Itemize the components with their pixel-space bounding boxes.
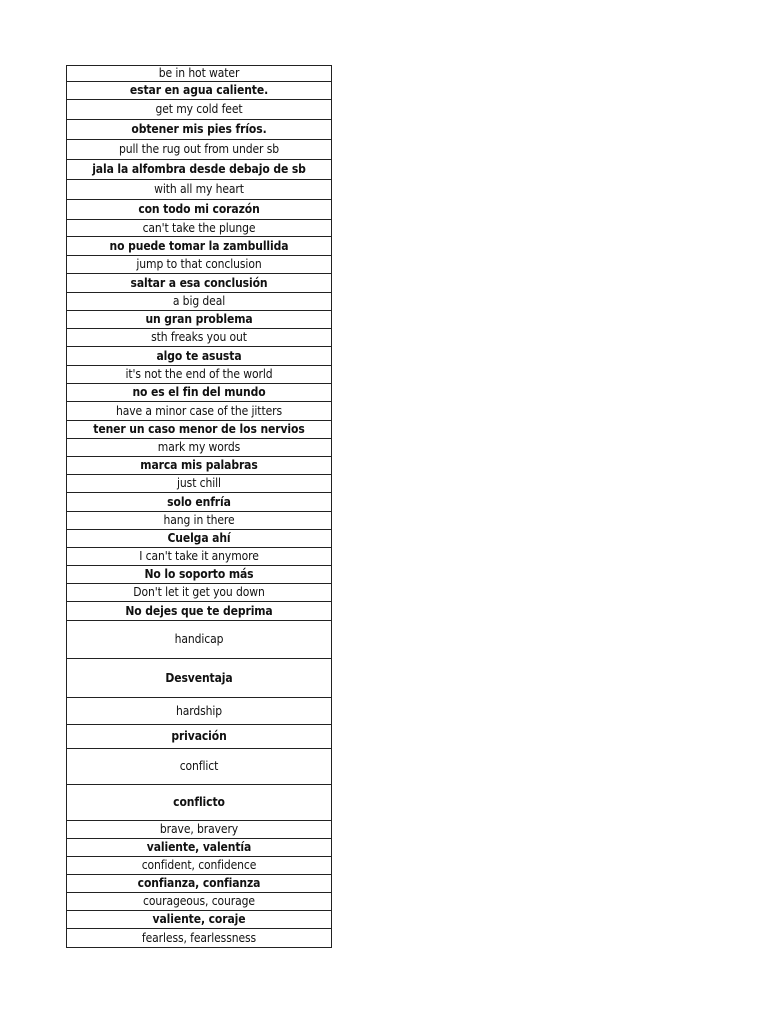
table-row-english bbox=[67, 821, 332, 839]
table-row-spanish bbox=[67, 237, 332, 256]
table-cell[interactable]: valiente, coraje bbox=[67, 911, 332, 929]
table-row-spanish bbox=[67, 347, 332, 366]
table-cell[interactable]: un gran problema bbox=[67, 311, 332, 329]
table-cell[interactable]: handicap bbox=[67, 621, 332, 659]
table-row-spanish bbox=[67, 311, 332, 329]
table-cell[interactable]: I can't take it anymore bbox=[67, 548, 332, 566]
table-cell[interactable]: with all my heart bbox=[67, 180, 332, 200]
table-cell[interactable]: obtener mis pies fríos. bbox=[67, 120, 332, 140]
table-cell[interactable]: fearless, fearlessness bbox=[67, 929, 332, 948]
table-cell[interactable]: No lo soporto más bbox=[67, 566, 332, 584]
table-row-english bbox=[67, 929, 332, 948]
table-row-spanish bbox=[67, 274, 332, 293]
table-cell[interactable]: estar en agua caliente. bbox=[67, 82, 332, 100]
table-row-english bbox=[67, 893, 332, 911]
table-row-spanish bbox=[67, 785, 332, 821]
table-row-spanish bbox=[67, 725, 332, 749]
table-cell[interactable]: it's not the end of the world bbox=[67, 366, 332, 384]
table-row-english bbox=[67, 66, 332, 82]
table-cell[interactable]: solo enfría bbox=[67, 493, 332, 512]
table-row-spanish bbox=[67, 120, 332, 140]
table-cell[interactable]: valiente, valentía bbox=[67, 839, 332, 857]
table-cell[interactable]: have a minor case of the jitters bbox=[67, 402, 332, 421]
table-cell[interactable]: be in hot water bbox=[67, 66, 332, 82]
table-row-english bbox=[67, 100, 332, 120]
table-row-spanish bbox=[67, 659, 332, 698]
table-cell[interactable]: No dejes que te deprima bbox=[67, 602, 332, 621]
table-row-spanish bbox=[67, 421, 332, 439]
table-cell[interactable]: saltar a esa conclusión bbox=[67, 274, 332, 293]
table-cell[interactable]: tener un caso menor de los nervios bbox=[67, 421, 332, 439]
table-row-english bbox=[67, 140, 332, 160]
table-row-english bbox=[67, 366, 332, 384]
table-cell[interactable]: sth freaks you out bbox=[67, 329, 332, 347]
table-row-spanish bbox=[67, 200, 332, 220]
table-cell[interactable]: conflicto bbox=[67, 785, 332, 821]
table-cell[interactable]: Don't let it get you down bbox=[67, 584, 332, 602]
table-cell[interactable]: marca mis palabras bbox=[67, 457, 332, 475]
table-cell[interactable]: jump to that conclusion bbox=[67, 256, 332, 274]
table-cell[interactable]: hang in there bbox=[67, 512, 332, 530]
table-row-english bbox=[67, 402, 332, 421]
table-row-spanish bbox=[67, 566, 332, 584]
table-row-english bbox=[67, 512, 332, 530]
table-cell[interactable]: no es el fin del mundo bbox=[67, 384, 332, 402]
table-cell[interactable]: a big deal bbox=[67, 293, 332, 311]
table-cell[interactable]: get my cold feet bbox=[67, 100, 332, 120]
table-cell[interactable]: Cuelga ahí bbox=[67, 530, 332, 548]
phrase-table bbox=[66, 65, 332, 948]
table-cell[interactable]: brave, bravery bbox=[67, 821, 332, 839]
table-cell[interactable]: privación bbox=[67, 725, 332, 749]
table-cell[interactable]: mark my words bbox=[67, 439, 332, 457]
table-cell[interactable]: conflict bbox=[67, 749, 332, 785]
table-cell[interactable]: algo te asusta bbox=[67, 347, 332, 366]
table-row-english bbox=[67, 180, 332, 200]
table-cell[interactable]: jala la alfombra desde debajo de sb bbox=[67, 160, 332, 180]
table-cell[interactable]: no puede tomar la zambullida bbox=[67, 237, 332, 256]
table-row-english bbox=[67, 749, 332, 785]
phrase-table-body bbox=[67, 66, 332, 948]
table-row-spanish bbox=[67, 384, 332, 402]
table-row-spanish bbox=[67, 493, 332, 512]
table-row-spanish bbox=[67, 875, 332, 893]
table-row-spanish bbox=[67, 530, 332, 548]
table-row-spanish bbox=[67, 839, 332, 857]
table-cell[interactable]: con todo mi corazón bbox=[67, 200, 332, 220]
table-cell[interactable]: confident, confidence bbox=[67, 857, 332, 875]
table-cell[interactable]: Desventaja bbox=[67, 659, 332, 698]
table-cell[interactable]: hardship bbox=[67, 698, 332, 725]
table-row-english bbox=[67, 698, 332, 725]
table-cell[interactable]: confianza, confianza bbox=[67, 875, 332, 893]
table-row-english bbox=[67, 220, 332, 237]
table-row-spanish bbox=[67, 911, 332, 929]
table-row-english bbox=[67, 256, 332, 274]
table-row-english bbox=[67, 857, 332, 875]
table-row-spanish bbox=[67, 457, 332, 475]
table-row-spanish bbox=[67, 602, 332, 621]
table-row-spanish bbox=[67, 82, 332, 100]
table-row-spanish bbox=[67, 160, 332, 180]
table-row-english bbox=[67, 621, 332, 659]
table-cell[interactable]: can't take the plunge bbox=[67, 220, 332, 237]
table-row-english bbox=[67, 439, 332, 457]
table-cell[interactable]: just chill bbox=[67, 475, 332, 493]
table-cell[interactable]: pull the rug out from under sb bbox=[67, 140, 332, 160]
table-row-english bbox=[67, 329, 332, 347]
table-row-english bbox=[67, 475, 332, 493]
table-cell[interactable]: courageous, courage bbox=[67, 893, 332, 911]
table-row-english bbox=[67, 548, 332, 566]
table-row-english bbox=[67, 584, 332, 602]
table-row-english bbox=[67, 293, 332, 311]
